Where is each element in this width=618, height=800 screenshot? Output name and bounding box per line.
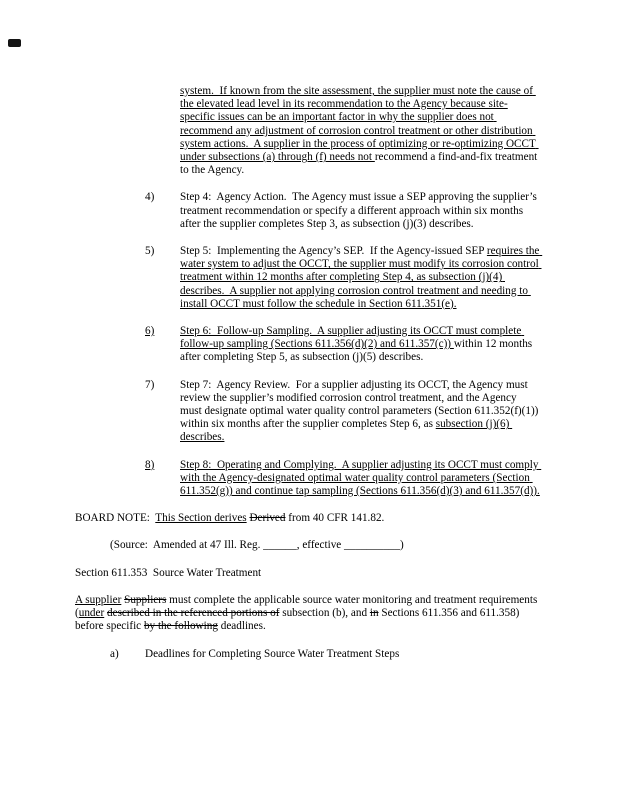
- text-run: requires the water system to adjust the OCCT, the supplier must modify its corrosion control treatment within 12 months after completing Step 4, as subsection (j)(4) describes. A supplier not applying corrosion control treatment and needing to install OCCT must follow the schedule in Section 611.351(e).: [180, 245, 543, 310]
- item-text: [180, 379, 540, 445]
- text-run: This Section derives: [155, 512, 247, 525]
- scan-artifact-mark: [8, 39, 21, 47]
- text-run: Step 5: Implementing the Agency’s SEP. If the Agency-issued SEP: [180, 245, 487, 258]
- text-run: described in the referenced portions of: [107, 607, 280, 620]
- subsection-a-item: [110, 648, 540, 661]
- text-run: must complete the applicable source water monitoring and treatment requirements (: [75, 593, 541, 620]
- section-heading: [75, 567, 540, 580]
- item-label: 4): [145, 191, 155, 204]
- text-run: subsection (j)(6) describes.: [180, 418, 513, 444]
- text-run: Deadlines for Completing Source Water Treatment Steps: [145, 647, 400, 660]
- text-run: Step 6: Follow-up Sampling. A supplier adjusting its OCCT must complete follow-up sampling (Sections 611.356(d)(2) and 611.357(c)): [180, 325, 525, 351]
- text-run: by the following: [143, 620, 218, 633]
- text-run: subsection (b), and: [279, 607, 370, 620]
- step-4-item: [145, 191, 540, 231]
- text-run: deadlines.: [217, 620, 266, 633]
- step-5-item: [145, 245, 543, 311]
- text-run: from 40 CFR 141.82.: [285, 512, 385, 525]
- item-text: [180, 325, 540, 365]
- item-label: 7): [145, 378, 155, 391]
- step-6-item: [145, 325, 540, 365]
- item-text: [180, 191, 540, 231]
- text-run: Section 611.353 Source Water Treatment: [75, 566, 262, 579]
- document-body: [75, 85, 543, 661]
- step-8-item: [145, 459, 540, 499]
- step-7-item: [145, 379, 540, 445]
- source-note: [110, 539, 540, 552]
- text-run: Suppliers: [124, 593, 167, 606]
- item-text: [180, 245, 543, 311]
- text-run: Derived: [249, 512, 286, 525]
- continuation-paragraph: [180, 85, 540, 177]
- item-text: [145, 648, 540, 661]
- text-run: system. If known from the site assessment, the supplier must note the cause of the elevated lead level in its recommendation to the Agency because site-specific issues can be an important factor in why the supplier does not recommend any adjustment of corrosion control treatment or other distribution system actions. A supplier in the process of optimizing or re-optimizing OCCT under subsections (a) through (f) needs not: [180, 85, 539, 164]
- text-run: Step 4: Agency Action. The Agency must issue a SEP approving the supplier’s treatment recommendation or specify a different approach within six months after the supplier completes Step 3, as subsection (j)(3) describes.: [180, 191, 540, 230]
- text-run: within 12 months after completing Step 5, as subsection (j)(5) describes.: [180, 338, 535, 364]
- text-run: Sections 611.356 and 611.358) before specific: [75, 607, 523, 633]
- text-run: under: [78, 607, 105, 620]
- item-label: a): [110, 647, 119, 660]
- board-note: [75, 512, 540, 525]
- item-label: 8): [145, 458, 155, 471]
- text-run: (Source: Amended at 47 Ill. Reg. ______, effective __________): [110, 539, 404, 552]
- item-text: [180, 459, 540, 499]
- text-run: A supplier: [75, 593, 122, 606]
- text-run: Step 7: Agency Review. For a supplier adjusting its OCCT, the Agency must review the supplier’s modified corrosion control treatment, and the Agency must designate optimal water quality control parameters (Section 611.352(f)(1)) within six months after the supplier completes Step 6, as: [180, 378, 542, 431]
- item-label: 6): [145, 325, 155, 338]
- text-run: recommend a find-and-fix treatment to the Agency.: [180, 151, 541, 177]
- item-label: 5): [145, 245, 155, 258]
- text-run: Step 8: Operating and Complying. A supplier adjusting its OCCT must comply with the Agency-designated optimal water quality control parameters (Section 611.352(g)) and continue tap sampling (Sections 611.356(d)(3) and 611.357(d)).: [180, 458, 542, 498]
- section-paragraph: [75, 594, 540, 634]
- text-run: BOARD NOTE:: [75, 512, 156, 525]
- text-run: in: [369, 607, 379, 620]
